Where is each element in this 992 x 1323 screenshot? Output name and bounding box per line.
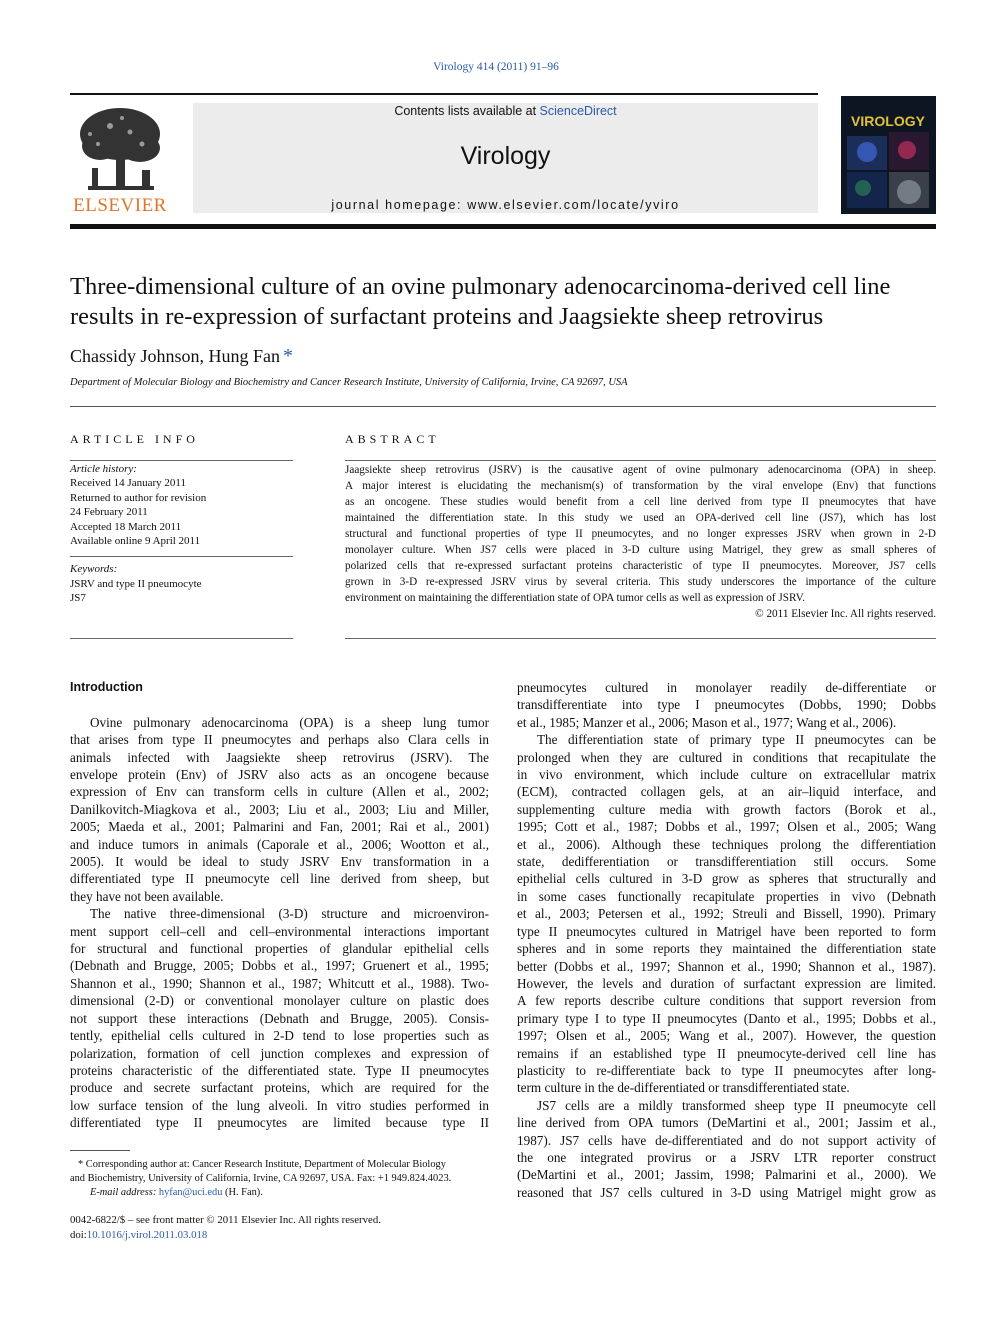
journal-homepage[interactable]: journal homepage: www.elsevier.com/locate/yviro [331,198,680,212]
abstract-heading: ABSTRACT [345,432,440,446]
body-text-line: (Debnath and Brugge, 2005; Dobbs et al., 1997; Gruenert et al., 1995; [70,958,489,974]
email-suffix: (H. Fan). [222,1187,263,1199]
body-column-left [70,679,489,1132]
footnote [70,1158,489,1201]
doi-link[interactable]: 10.1016/j.virol.2011.03.018 [86,1229,208,1241]
body-text-line: 2005). It would be ideal to study JSRV Env transformation in a [70,854,489,870]
body-text-line: they have not been available. [70,888,224,904]
footnote-rule [70,1150,130,1151]
body-text-line: low surface tension of the lung alveoli. In vitro studies performed in [70,1097,489,1113]
contents-line [193,104,818,118]
affiliation: Department of Molecular Biology and Biochemistry and Cancer Research Institute, University of California, Irvine, CA 92697, USA [70,377,628,388]
body-text-line: (ECM), contracted collagen gels, at an air–liquid interface, and [517,784,936,800]
body-text-line: that arises from type II pneumocytes and perhaps also Clara cells in [70,732,489,748]
journal-citation-link[interactable]: Virology 414 (2011) 91–96 [433,61,559,73]
body-text-line: and induce tumors in animals (Caporale et al., 2006; Wootton et al., [70,836,489,852]
abstract-text [345,462,936,622]
body-text-line: transdifferentiate into type I pneumocytes (Dobbs, 1990; Dobbs [517,697,936,713]
abstract-line: A major interest is elucidating the mechanism(s) of transformation by the viral envelope (Env) that functions [345,480,936,492]
header-top-rule [70,93,818,95]
history-item: 24 February 2011 [70,506,148,519]
body-text-line: differentiated type II pneumocytes are limited because type II [70,1115,489,1131]
history-item: Accepted 18 March 2011 [70,520,182,533]
body-text-line: line derived from OPA tumors (DeMartini et al., 2001; Jassim et al., [517,1115,936,1131]
body-text-line: state, dedifferentiation or transdifferentiation still occurs. Some [517,854,936,870]
body-text-line: prolonged when they are cultured in conditions that recapitulate the [517,749,936,765]
divider [70,460,293,461]
body-text-line: type II pneumocytes cultured in Matrigel have been reported to form [517,923,936,939]
paper-title [70,272,950,332]
body-text-line: et al., 1985; Manzer et al., 2006; Mason et al., 1977; Wang et al., 2006). [517,714,897,730]
body-text-line: for structural and functional properties of glandular epithelial cells [70,941,489,957]
body-text-line: in some cases functionally recapitulate properties in vivo (Debnath [517,888,936,904]
body-text-line: expression of Env can transform cells in culture (Allen et al., 2002; [70,784,489,800]
article-info-heading: ARTICLE INFO [70,432,199,446]
body-text-line: et al., 2003; Petersen et al., 1992; Streuli and Bissell, 1990). Primary [517,906,936,922]
body-text-line: better (Dobbs et al., 1997; Shannon et al., 1990; Shannon et al., 1987). [517,958,936,974]
body-text-line: term culture in the de-differentiated or transdifferentiated state. [517,1080,850,1096]
body-text-line: tently, epithelial cells cultured in 2-D tend to lose properties such as [70,1028,489,1044]
body-text-line: The native three-dimensional (3-D) structure and microenviron- [90,906,489,922]
abstract-line: structural and functional properties of type II pneumocytes, and no longer expresses JSRV when grown in 2-D [345,528,936,540]
email-link[interactable]: hyfan@uci.edu [158,1187,223,1199]
abstract-line: as an oncogene. These studies would benefit from a cell line derived from type II pneumocytes that have [345,496,936,508]
body-text-line: 1987). JS7 cells have de-differentiated and do not support activity of [517,1132,936,1148]
keyword: JSRV and type II pneumocyte [70,577,202,590]
body-text-line: envelope protein (Env) of JSRV also acts as an oncogene because [70,767,489,783]
divider [70,638,293,639]
body-text-line: Danilkovitch-Miagkova et al., 2003; Liu et al., 2003; Liu and Miller, [70,801,489,817]
body-text-line: dimensional (2-D) or conventional monolayer culture on plastic does [70,993,489,1009]
body-text-line: 1995; Cott et al., 1987; Dobbs et al., 1997; Olsen et al., 2005; Wang [517,819,936,835]
authors: Chassidy Johnson, Hung Fan [70,346,281,366]
front-matter [70,1213,381,1243]
cover-title: VIROLOGY [851,113,925,129]
body-text-line: Ovine pulmonary adenocarcinoma (OPA) is a sheep lung tumor [90,714,489,730]
abstract-line: grown in 3-D re-expressed JSRV virus by several criteria. This study underscores the importance of the culture [345,576,936,588]
contents-prefix: Contents lists available at [394,104,540,118]
body-text-line [70,696,489,713]
journal-title: Virology [460,142,551,170]
abstract-line: monolayer culture. When JS7 cells were placed in 3-D culture using Matrigel, they grew as small spheres of [345,544,936,556]
history-item: Received 14 January 2011 [70,477,186,490]
body-text-line: in vivo environment, which include culture on extracellular matrix [517,767,936,783]
email-label: E-mail address: [90,1187,157,1199]
sciencedirect-link[interactable]: ScienceDirect [539,104,617,118]
body-text-line: pneumocytes cultured in monolayer readily de-differentiate or [517,680,936,695]
body-text-line: spheres and in some reports they maintained the differentiation state [517,941,936,957]
footnote-line: and Biochemistry, University of California, Irvine, CA 92697, USA. Fax: +1 949.824.4023. [70,1173,452,1185]
body-text-line: remains if an established type II pneumocyte-derived cell line has [517,1045,936,1061]
journal-cover-image [841,96,936,214]
body-text-line: differentiated type II pneumocyte cell line derived from sheep, but [70,871,489,887]
copyright: © 2011 Elsevier Inc. All rights reserved. [755,608,936,620]
corresponding-author-link[interactable]: * [283,345,294,367]
body-text-line: 2005; Maeda et al., 2001; Palmarini and Fan, 2001; Rai et al., 2001) [70,819,489,835]
body-text-line: reasoned that JS7 cells cultured in 3-D using Matrigel might grow as [517,1184,936,1200]
article-info [70,462,293,606]
body-text-line: animals infected with Jaagsiekte sheep retrovirus (JSRV). The [70,749,489,765]
body-text-line: proteins characteristic of the differentiated state. Type II pneumocytes [70,1062,489,1078]
body-text-line: polarization, formation of cell junction complexes and expression of [70,1045,489,1061]
body-text-line: ment support cell–cell and cell–environmental interactions important [70,923,489,939]
doi-label: doi: [70,1229,87,1241]
body-text-line: Shannon et al., 1990; Shannon et al., 1987; Whitcutt et al., 1988). Two- [70,975,489,991]
body-text-line: epithelial cells cultured in 3-D grow as spheres that structurally and [517,871,936,887]
footnote-line: * Corresponding author at: Cancer Research Institute, Department of Molecular Biology [78,1159,446,1170]
title-line: Three-dimensional culture of an ovine pulmonary adenocarcinoma-derived cell line [70,273,891,300]
abstract-line: maintained the differentiation state. In this study we used an OPA-derived cell line (JS7), which has lost [345,512,936,524]
body-text-line: plasticity to re-differentiate back to type II pneumocytes after long- [517,1062,936,1078]
divider [345,638,936,639]
elsevier-logo [70,104,170,214]
issn-line: 0042-6822/$ – see front matter © 2011 Elsevier Inc. All rights reserved. [70,1214,381,1226]
abstract-line: Jaagsiekte sheep retrovirus (JSRV) is the causative agent of ovine pulmonary adenocarcinoma (OPA) in sheep. [345,464,936,476]
body-text-line: the one integrated provirus or a JSRV LTR reporter construct [517,1149,936,1165]
body-text-line: supplementing culture media with growth factors (Borok et al., [517,801,936,817]
body-text-line: However, the levels and duration of surfactant expression are limited. [517,975,936,991]
divider [70,406,936,407]
body-text-line: (DeMartini et al., 2001; Jassim, 1998; Palmarini et al., 2000). We [517,1167,936,1183]
history-label: Article history: [70,463,137,475]
body-text-line: The differentiation state of primary type II pneumocytes can be [537,732,936,748]
title-line: results in re-expression of surfactant proteins and Jaagsiekte sheep retrovirus [70,303,824,330]
author-list [70,345,293,368]
body-text-line: primary type I to type II pneumocytes (Danto et al., 1995; Dobbs et al., [517,1010,936,1026]
divider [345,460,936,461]
header-bottom-rule [70,224,936,229]
body-column-right [517,679,936,1201]
body-text-line: A few reports describe culture conditions that support reversion from [517,993,936,1009]
body-text-line: et al., 2006). Although these techniques prolong the differentiation [517,836,936,852]
body-text-line: produce and secrete surfactant proteins, which are required for the [70,1080,489,1096]
keywords-label: Keywords: [70,563,118,576]
section-heading-introduction: Introduction [70,680,143,694]
abstract-line: polarized cells that re-expressed surfactant proteins characteristic of type II pneumocytes. Moreover, JS7 cells [345,560,936,572]
keyword: JS7 [70,592,86,605]
elsevier-wordmark: ELSEVIER [73,195,167,214]
body-text-line: 1997; Olsen et al., 2005; Wang et al., 2007). However, the question [517,1028,936,1044]
history-item: Returned to author for revision [70,491,207,504]
body-text-line: JS7 cells are a mildly transformed sheep type II pneumocyte cell [537,1097,936,1113]
body-text-line: not support these interactions (Debnath and Brugge, 2005). Consis- [70,1010,489,1026]
abstract-line: environment on maintaining the differentiation state of OPA tumor cells as well as expression of JSRV. [345,592,805,604]
history-item: Available online 9 April 2011 [70,535,201,548]
